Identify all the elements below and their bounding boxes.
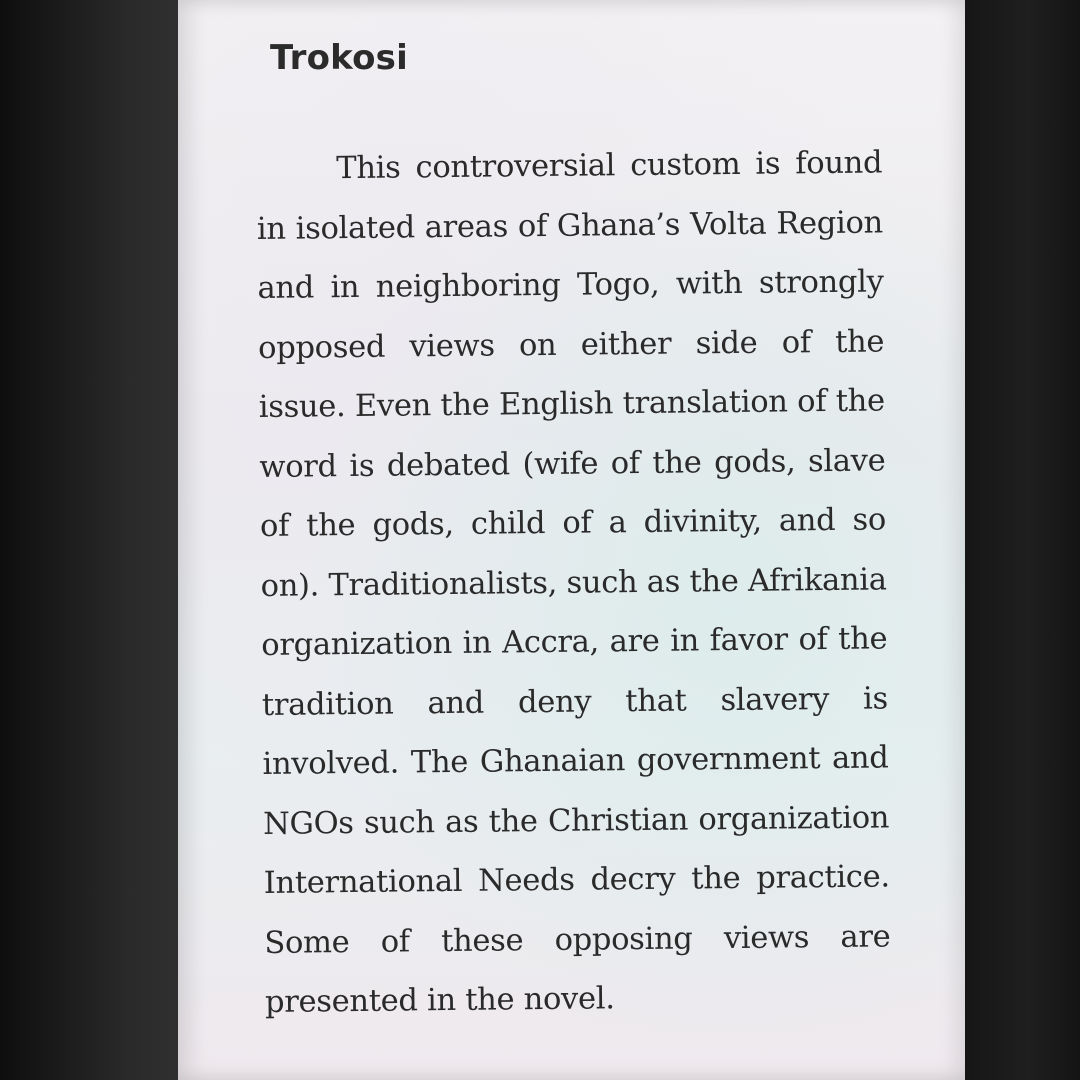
section-heading: Trokosi bbox=[270, 38, 408, 78]
ereader-screen bbox=[178, 0, 965, 1080]
device-bezel-right bbox=[950, 0, 1080, 1080]
body-paragraph: This controversial custom is found in isolated areas of Ghana’s Volta Region and in neighboring Togo, with strongly opposed views on either side of the issue. Even the English translation of the word is debated (wife of the gods, slave of the gods, child of a divinity, and so on). Traditionalists, such as the Afrikania organization in Accra, are in favor of the tradition and deny that slavery is involved. The Ghanaian government and NGOs such as the Christian organization International Needs decry the practice. Some of these opposing views are presented in the novel. bbox=[256, 145, 891, 1020]
